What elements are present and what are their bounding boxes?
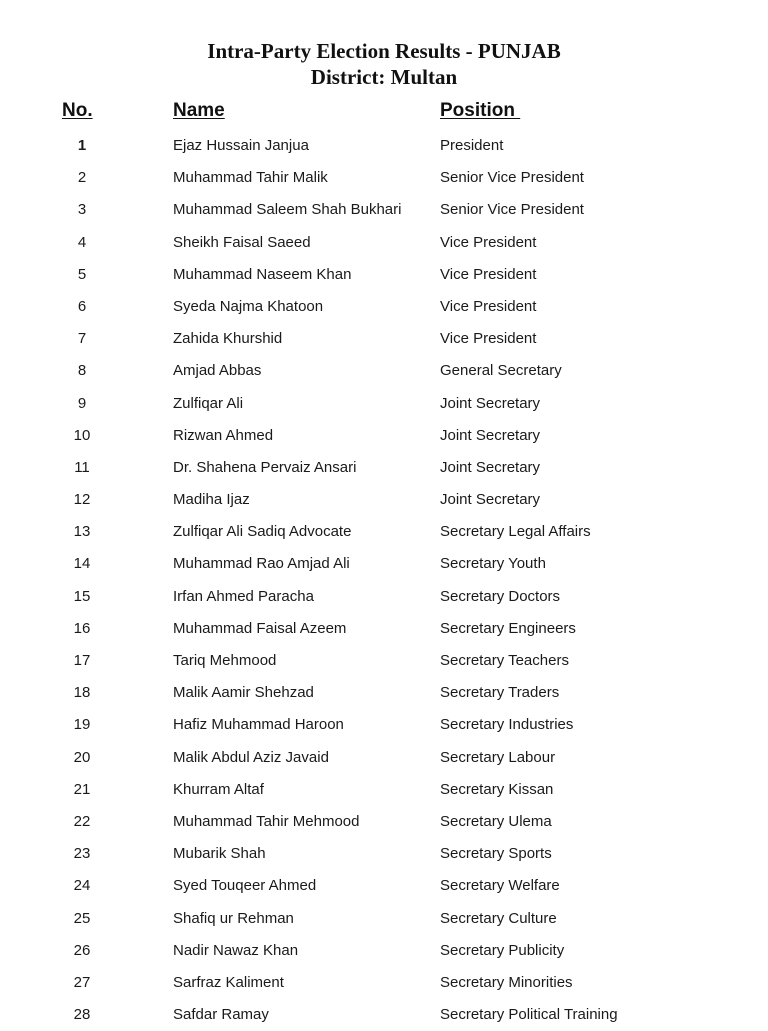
- member-name: Madiha Ijaz: [173, 491, 250, 509]
- member-name: Muhammad Naseem Khan: [173, 265, 352, 283]
- member-name: Shafiq ur Rehman: [173, 909, 294, 927]
- table-row: [0, 130, 768, 162]
- row-number: 7: [77, 330, 87, 348]
- row-number: 28: [73, 1006, 91, 1024]
- member-name: Malik Aamir Shehzad: [173, 684, 314, 702]
- member-position: Joint Secretary: [440, 458, 541, 476]
- title-line-2: District: Multan: [310, 65, 458, 89]
- member-position: Senior Vice President: [440, 201, 584, 219]
- row-number: 20: [73, 748, 91, 766]
- member-name: Muhammad Tahir Mehmood: [173, 812, 360, 830]
- table-row: [0, 323, 768, 355]
- table-row: [0, 291, 768, 323]
- member-name: Zulfiqar Ali: [173, 394, 244, 412]
- member-position: Secretary Ulema: [440, 812, 552, 830]
- row-number: 16: [73, 619, 91, 637]
- row-number: 24: [73, 877, 91, 895]
- member-name: Hafiz Muhammad Haroon: [173, 716, 344, 734]
- row-number: 3: [77, 201, 87, 219]
- row-number: 18: [73, 684, 91, 702]
- table-row: [0, 259, 768, 291]
- member-name: Malik Abdul Aziz Javaid: [173, 748, 329, 766]
- header-name: Name: [173, 100, 225, 121]
- member-position: Joint Secretary: [440, 394, 541, 412]
- member-name: Safdar Ramay: [173, 1006, 269, 1024]
- member-position: Vice President: [440, 297, 537, 315]
- member-position: Secretary Culture: [440, 909, 557, 927]
- member-name: Dr. Shahena Pervaiz Ansari: [173, 458, 357, 476]
- member-name: Muhammad Rao Amjad Ali: [173, 555, 350, 573]
- member-name: Muhammad Faisal Azeem: [173, 619, 347, 637]
- table-row: [0, 903, 768, 935]
- row-number: 23: [73, 845, 91, 863]
- table-row: [0, 613, 768, 645]
- table-row: [0, 548, 768, 580]
- member-name: Zulfiqar Ali Sadiq Advocate: [173, 523, 352, 541]
- table-row: [0, 162, 768, 194]
- member-position: Secretary Kissan: [440, 780, 554, 798]
- member-name: Rizwan Ahmed: [173, 426, 274, 444]
- member-name: Syeda Najma Khatoon: [173, 297, 324, 315]
- row-number: 27: [73, 973, 91, 991]
- table-row: [0, 838, 768, 870]
- member-name: Tariq Mehmood: [173, 652, 277, 669]
- table-row: [0, 709, 768, 741]
- row-number: 14: [73, 555, 91, 573]
- row-number: 5: [77, 265, 87, 283]
- row-number: 6: [77, 297, 87, 315]
- member-name: Ejaz Hussain Janjua: [173, 137, 309, 154]
- table-row: [0, 227, 768, 259]
- table-row: [0, 194, 768, 226]
- member-name: Amjad Abbas: [173, 362, 262, 380]
- member-name: Mubarik Shah: [173, 845, 266, 863]
- row-number: 25: [73, 909, 91, 927]
- member-position: Senior Vice President: [440, 169, 584, 187]
- table-row: [0, 452, 768, 484]
- member-name: Nadir Nawaz Khan: [173, 941, 299, 959]
- table-row: [0, 516, 768, 548]
- member-name: Muhammad Saleem Shah Bukhari: [173, 201, 402, 219]
- row-number: 17: [73, 652, 91, 669]
- row-number: 4: [77, 233, 87, 251]
- table-row: [0, 355, 768, 387]
- table-row: [0, 677, 768, 709]
- member-name: Zahida Khurshid: [173, 330, 283, 348]
- table-row: [0, 935, 768, 967]
- row-number: 22: [73, 812, 91, 830]
- table-row: [0, 420, 768, 452]
- member-position: Secretary Industries: [440, 716, 574, 734]
- table-row: [0, 999, 768, 1031]
- row-number: 21: [73, 780, 91, 798]
- table-row: [0, 388, 768, 420]
- member-position: Joint Secretary: [440, 426, 541, 444]
- member-position: President: [440, 137, 504, 154]
- member-name: Syed Touqeer Ahmed: [173, 877, 317, 895]
- row-number: 19: [73, 716, 91, 734]
- row-number: 10: [73, 426, 91, 444]
- table-row: [0, 645, 768, 677]
- member-name: Sheikh Faisal Saeed: [173, 233, 311, 251]
- table-row: [0, 742, 768, 774]
- member-position: Vice President: [440, 330, 537, 348]
- results-table: [0, 130, 768, 1031]
- member-name: Khurram Altaf: [173, 780, 264, 798]
- table-row: [0, 967, 768, 999]
- member-position: Secretary Sports: [440, 845, 552, 863]
- member-position: Secretary Minorities: [440, 973, 573, 991]
- table-row: [0, 581, 768, 613]
- member-position: Secretary Labour: [440, 748, 556, 766]
- member-position: Secretary Traders: [440, 684, 560, 702]
- member-position: Secretary Engineers: [440, 619, 576, 637]
- header-no: No.: [62, 100, 93, 121]
- row-number: 2: [77, 169, 87, 187]
- row-number: 12: [73, 491, 91, 509]
- member-name: Muhammad Tahir Malik: [173, 169, 328, 187]
- header-position: Position: [440, 100, 521, 121]
- row-number: 13: [73, 523, 91, 541]
- member-position: Secretary Political Training: [440, 1006, 618, 1024]
- member-position: Secretary Youth: [440, 555, 546, 573]
- member-position: Secretary Doctors: [440, 587, 561, 605]
- member-position: Secretary Teachers: [440, 652, 569, 669]
- row-number: 15: [73, 587, 91, 605]
- table-row: [0, 806, 768, 838]
- member-position: Secretary Welfare: [440, 877, 560, 895]
- member-name: Sarfraz Kaliment: [173, 973, 284, 991]
- title-line-1: Intra-Party Election Results - PUNJAB: [207, 39, 561, 63]
- member-position: Vice President: [440, 265, 537, 283]
- member-position: Secretary Publicity: [440, 941, 565, 959]
- table-row: [0, 774, 768, 806]
- member-position: Secretary Legal Affairs: [440, 523, 591, 541]
- row-number: 26: [73, 941, 91, 959]
- member-position: General Secretary: [440, 362, 562, 380]
- member-name: Irfan Ahmed Paracha: [173, 587, 314, 605]
- table-row: [0, 484, 768, 516]
- row-number: 9: [77, 394, 87, 412]
- row-number: 11: [74, 458, 90, 476]
- member-position: Vice President: [440, 233, 537, 251]
- row-number: 8: [77, 362, 87, 380]
- table-row: [0, 870, 768, 902]
- row-number: 1: [77, 137, 87, 154]
- member-position: Joint Secretary: [440, 491, 541, 509]
